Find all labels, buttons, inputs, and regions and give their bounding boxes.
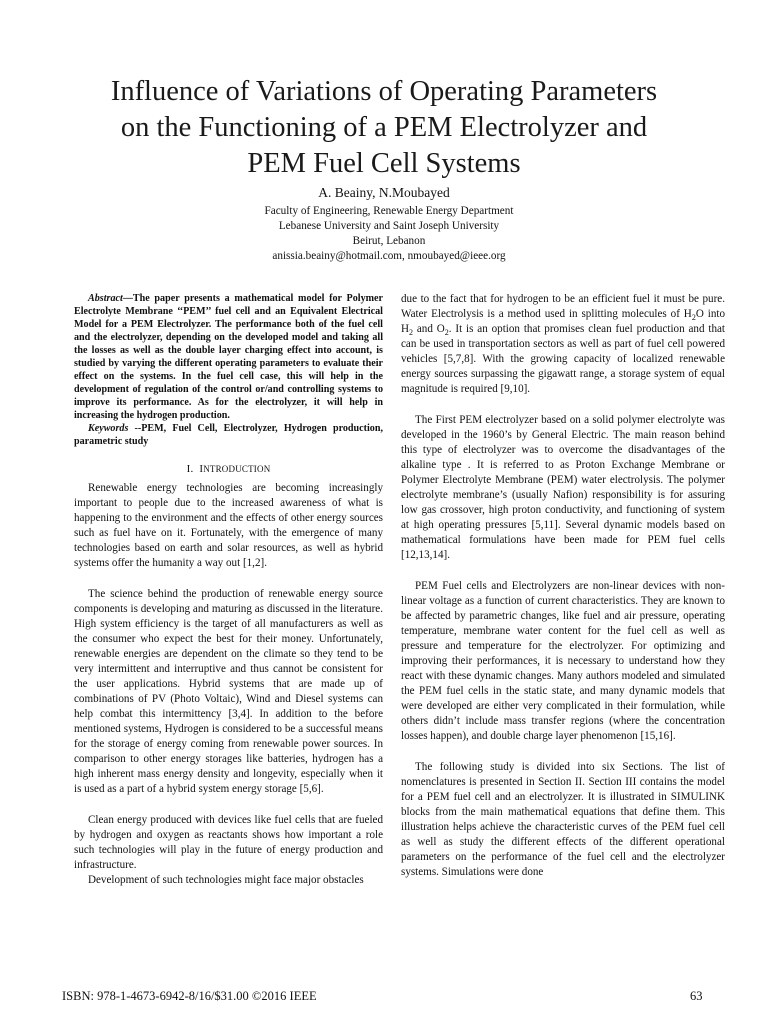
author-emails: anissia.beainy@hotmail.com, nmoubayed@ieee.org bbox=[272, 250, 506, 262]
affiliation-block bbox=[0, 204, 768, 264]
keywords-label: Keywords bbox=[88, 423, 129, 434]
title-line: PEM Fuel Cell Systems bbox=[247, 148, 521, 179]
body-paragraph: Development of such technologies might face major obstacles bbox=[88, 874, 364, 886]
body-paragraph-continued bbox=[401, 292, 725, 397]
subscript: 2 bbox=[691, 313, 696, 323]
body-paragraph: PEM Fuel cells and Electrolyzers are non-linear devices with non-linear voltage as a function of current characteristics. They are known to be affected by parametric changes, like fuel and air pressure, operating temperature, membrane water content for the fuel cell as well as pressure and temperature for the electrolyzer. For optimizing and improving their performances, it is necessary to understand how they react with these dynamic changes. Many authors modeled and simulated the PEM fuel cells in the static state, and many dynamic models that were developed are either very complicated in their formulation, while others didn’t include mass transfer regions (where the concentration losses happen), and double charge layer phenomenon [15,16]. bbox=[401, 580, 725, 742]
affiliation-line: Lebanese University and Saint Joseph University bbox=[278, 220, 500, 232]
section-initial: I bbox=[199, 463, 204, 475]
affiliation-line: Faculty of Engineering, Renewable Energy Department bbox=[264, 205, 514, 217]
section-number: I. bbox=[186, 463, 194, 475]
section-heading-introduction bbox=[74, 462, 383, 477]
text-run: O into H bbox=[401, 308, 726, 335]
title-line: on the Functioning of a PEM Electrolyzer and bbox=[120, 112, 648, 143]
keywords-text: --PEM, Fuel Cell, Electrolyzer, Hydrogen production, parametric study bbox=[74, 423, 383, 447]
paper-title bbox=[60, 74, 708, 182]
abstract bbox=[74, 292, 383, 422]
text-run: . It is an option that promises clean fuel production and that can be used in transportation sectors as well as part of fuel cell powered vehicles [5,7,8]. With the growing capacity of localized renewable energy sources surpassing the gigawatt range, a storage system of equal magnitude is required [9,10]. bbox=[401, 323, 726, 395]
author-list: A. Beainy, N.Moubayed bbox=[318, 185, 450, 200]
text-run: due to the fact that for hydrogen to be an efficient fuel it must be pure. Water Electrolysis is a method used in splitting molecules of H bbox=[401, 293, 725, 320]
section-title-rest: NTRODUCTION bbox=[203, 464, 271, 474]
affiliation-line: Beirut, Lebanon bbox=[352, 235, 426, 247]
body-paragraph: The First PEM electrolyzer based on a solid polymer electrolyte was developed in the 1960’s by General Electric. The main reason behind this type of electrolyzer was to overcome the disadvantages of the alkaline type . It is referred to as Proton Exchange Membrane or Polymer Electrolyte Membrane (PEM) water electrolysis. The polymer electrolyte membrane’s (usually Nafion) responsibility is for assuring low gas crossover, high proton conductivity, and functioning of system at high operating pressures [5,11]. Several dynamic models based on mathematical formulations have been made for PEM fuel cells [12,13,14]. bbox=[401, 414, 725, 561]
page-number: 63 bbox=[690, 989, 703, 1003]
text-run: and O bbox=[413, 323, 445, 335]
left-column bbox=[74, 292, 383, 888]
subscript: 2 bbox=[409, 328, 414, 338]
abstract-text: —The paper presents a mathematical model for Polymer Electrolyte Membrane ‘‘PEM’’ fuel cell and an Equivalent Electrical Model for a PEM Electrolyzer. The performance both of the fuel cell and the electrolyzer, depending on the developed model and taking all the losses as well as the double layer charging effect into account, is studied by varying the different operating parameters to evaluate their effect on the systems. In the fuel cell case, this will help in the development of regulation of the control or/and controlling systems to improve its performance. As for the electrolyzer, it will help in increasing the hydrogen production. bbox=[74, 293, 383, 421]
isbn-footer: ISBN: 978-1-4673-6942-8/16/$31.00 ©2016 IEEE bbox=[62, 989, 317, 1003]
keywords bbox=[74, 422, 383, 448]
body-paragraph: Renewable energy technologies are becoming increasingly important to people due to the increased awareness of what is happening to the environment and the effects of other energy sources such as fuel have on it. Fortunately, with the emergence of many technologies based on earth and solar resources, as well as hybrid systems offer the humanity a way out [1,2]. bbox=[74, 482, 383, 569]
abstract-label: Abstract bbox=[88, 293, 123, 304]
body-paragraph: The science behind the production of renewable energy source components is developing and maturing as discussed in the literature. High system efficiency is the target of all manufacturers as well as the consumer who expect the best for their money. Unfortunately, renewable energies are dependent on the climate so they tend to be very intermittent and interruptive and thus cannot be consistent for the user applications. Hybrid systems that are made up of combinations of PV (Photo Voltaic), Wind and Diesel systems can help combat this intermittency [3,4]. In addition to the before mentioned systems, Hydrogen is considered to be a successful means for the storage of energy coming from renewable power sources. In comparison to other energy storages like batteries, hydrogen has a high inherent mass energy density and longevity, especially when it is used as a part of a hybrid system energy storage [5,6]. bbox=[74, 588, 383, 795]
body-paragraph: The following study is divided into six Sections. The list of nomenclatures is presented in Section II. Section III contains the model for a PEM fuel cell and an electrolyzer. It is illustrated in SIMULINK blocks from the main mathematical equations that define them. This illustration helps achieve the characteristic curves of the PEM fuel cell as well as study the different effects of the different operational parameters on the performance of the fuel cell and the electrolyzer systems. Simulations were done bbox=[401, 761, 725, 878]
title-line: Influence of Variations of Operating Parameters bbox=[110, 76, 658, 107]
subscript: 2 bbox=[444, 328, 449, 338]
right-column bbox=[401, 292, 725, 880]
body-paragraph: Clean energy produced with devices like fuel cells that are fueled by hydrogen and oxygen as reactants shows how important a role such technologies will play in the future of energy production and infrastructure. bbox=[74, 814, 383, 871]
